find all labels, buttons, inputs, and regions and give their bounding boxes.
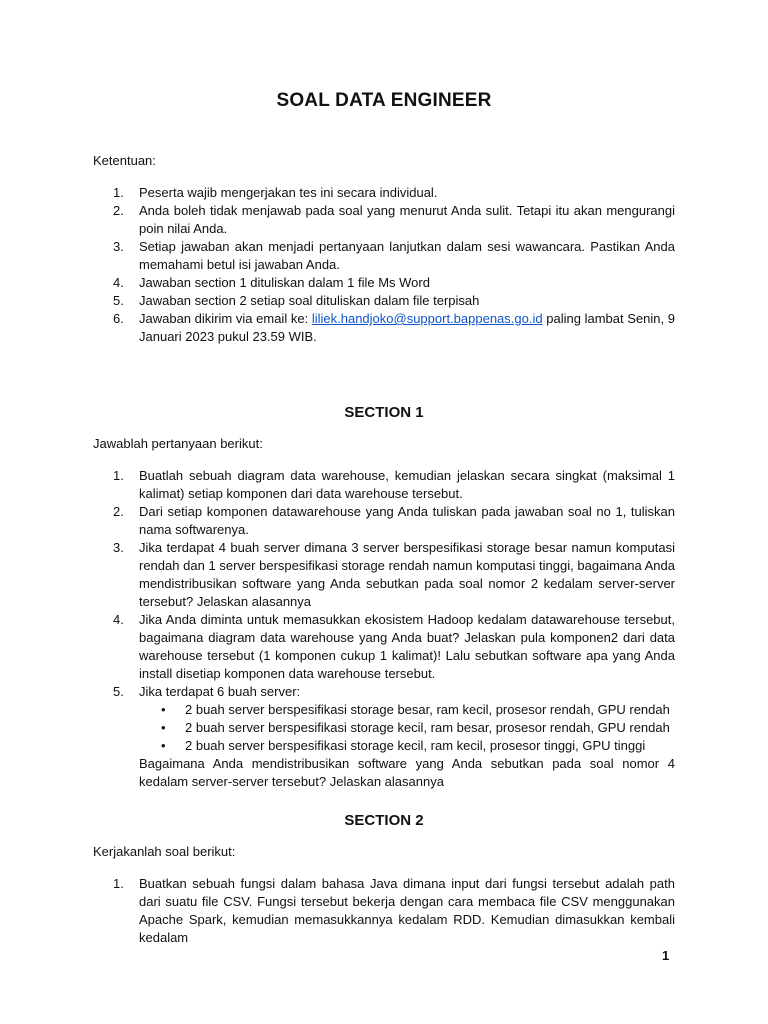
list-item: 3. Setiap jawaban akan menjadi pertanyaan lanjutkan dalam sesi wawancara. Pastikan Anda memahami betul isi jawaban Anda. <box>113 239 675 272</box>
list-item: 1. Buatlah sebuah diagram data warehouse, kemudian jelaskan secara singkat (maksimal 1 kalimat) setiap komponen dari data warehouse tersebut. <box>113 468 675 501</box>
email-link[interactable]: liliek.handjoko@support.bappenas.go.id <box>311 311 543 326</box>
bullet-item: • 2 buah server berspesifikasi storage besar, ram kecil, prosesor rendah, GPU rendah <box>161 702 670 717</box>
section1-heading: SECTION 1 <box>344 404 424 421</box>
section2-list <box>93 875 675 947</box>
bullet-item: • 2 buah server berspesifikasi storage kecil, ram besar, prosesor rendah, GPU rendah <box>161 720 670 735</box>
list-item: 4. Jika Anda diminta untuk memasukkan ekosistem Hadoop kedalam datawarehouse tersebut, bagaimana diagram data warehouse yang Anda buat? Jelaskan pula komponen2 dari data warehouse tersebut (1 komponen cukup 1 kalimat)! Lalu sebutkan software apa yang Anda install disetiap komponen data warehouse tersebut. <box>113 612 675 681</box>
list-item: 4. Jawaban section 1 dituliskan dalam 1 file Ms Word <box>113 275 430 290</box>
section2-heading: SECTION 2 <box>344 812 424 829</box>
ketentuan-list <box>93 184 675 346</box>
list-item: 2. Dari setiap komponen datawarehouse yang Anda tuliskan pada jawaban soal no 1, tuliskan nama softwarenya. <box>113 504 675 537</box>
list-item: 3. Jika terdapat 4 buah server dimana 3 server berspesifikasi storage besar namun komputasi rendah dan 1 server berspesifikasi storage rendah namun komputasi tinggi, bagaimana Anda mendistribusikan software yang Anda sebutkan pada soal nomor 2 kedalam server-server tersebut? Jelaskan alasannya <box>113 540 675 609</box>
list-item: 5. Jawaban section 2 setiap soal dituliskan dalam file terpisah <box>113 293 480 308</box>
section2-intro: Kerjakanlah soal berikut: <box>93 844 236 859</box>
document-title: SOAL DATA ENGINEER <box>276 90 492 111</box>
ketentuan-label: Ketentuan: <box>93 153 156 168</box>
server-bullet-list <box>139 701 675 755</box>
list-item: 1. Peserta wajib mengerjakan tes ini secara individual. <box>113 185 438 200</box>
ketentuan-block <box>93 152 675 346</box>
list-item: 6. Jawaban dikirim via email ke: liliek.handjoko@support.bappenas.go.id paling lambat Senin, 9 Januari 2023 pukul 23.59 WIB. <box>113 311 675 344</box>
section1-intro: Jawablah pertanyaan berikut: <box>93 436 263 451</box>
list-item: 1. Buatkan sebuah fungsi dalam bahasa Java dimana input dari fungsi tersebut adalah path dari suatu file CSV. Fungsi tersebut bekerja dengan cara membaca file CSV menggunakan Apache Spark, kemudian memasukkannya kedalam RDD. Kemudian dimasukkan kembali kedalam <box>113 876 675 945</box>
bullet-item: • 2 buah server berspesifikasi storage kecil, ram kecil, prosesor tinggi, GPU tinggi <box>161 738 646 753</box>
page-number: 1 <box>662 948 670 963</box>
item5-followup: Bagaimana Anda mendistribusikan software yang Anda sebutkan pada soal nomor 4 kedalam server-server tersebut? Jelaskan alasannya <box>139 756 675 789</box>
section1-list <box>93 467 675 791</box>
section2-block <box>93 843 675 947</box>
list-item: 2. Anda boleh tidak menjawab pada soal yang menurut Anda sulit. Tetapi itu akan mengurangi poin nilai Anda. <box>113 203 675 236</box>
list-item: 5. Jika terdapat 6 buah server: • 2 buah server berspesifikasi storage besar, ram kecil, prosesor rendah, GPU rendah • 2 buah server berspesifikasi storage kecil, ram besar, prosesor rendah, GPU rendah • 2 buah server berspesifikasi storage kecil, ram kecil, prosesor tinggi, GPU tinggi Bagaimana Anda mendistribusikan software yang Anda sebutkan pada soal nomor 4 kedalam server-server tersebut? Jelaskan alasannya <box>113 684 675 789</box>
section1-block <box>93 435 675 791</box>
